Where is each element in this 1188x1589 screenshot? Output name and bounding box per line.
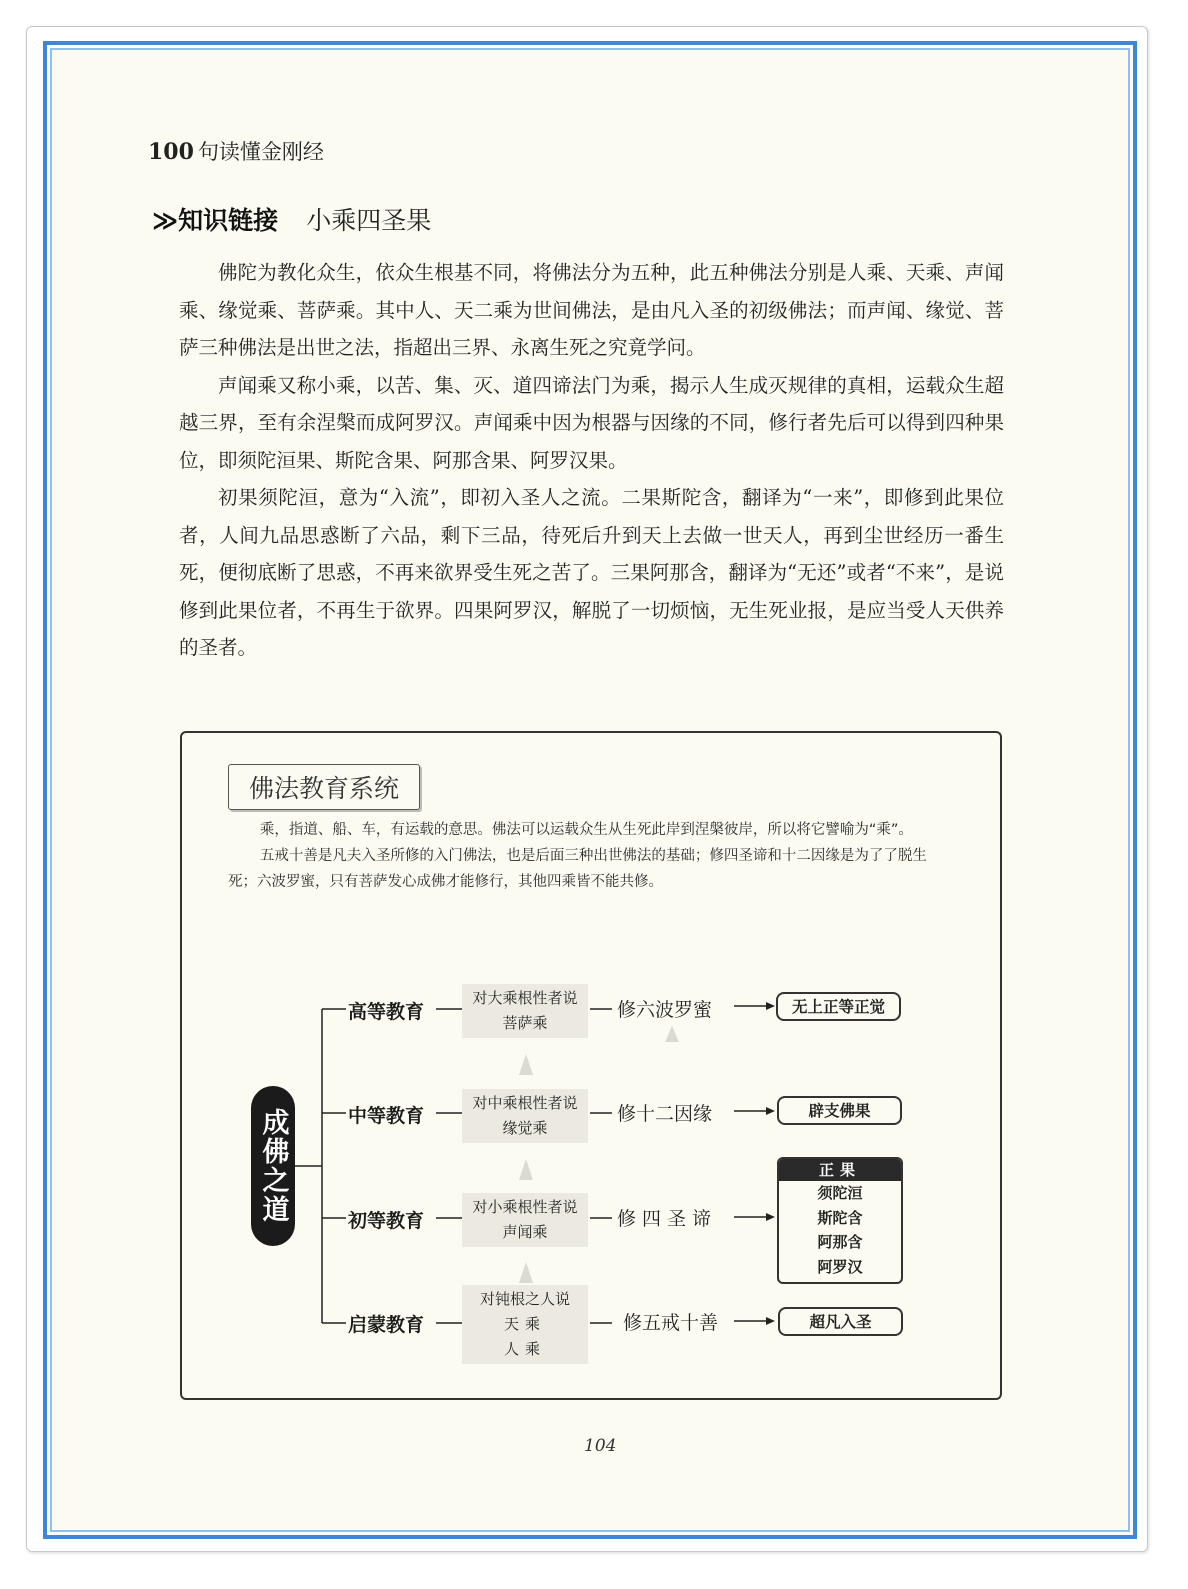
intro-paragraph: 乘，指道、船、车，有运载的意思。佛法可以运载众生从生死此岸到涅槃彼岸，所以将它譬喻为“乘”。 <box>259 822 913 838</box>
fruit-header: 正果 <box>779 1159 901 1181</box>
audience-box <box>462 1193 588 1247</box>
vehicle-text: 缘觉乘 <box>502 1119 548 1137</box>
fruit-box <box>777 1157 903 1284</box>
audience-text: 对中乘根性者说 <box>472 1094 578 1112</box>
paragraph: 声闻乘又称小乘，以苦、集、灭、道四谛法门为乘，揭示人生成灭规律的真相，运载众生超越三界，至有余涅槃而成阿罗汉。声闻乘中因为根器与因缘的不同，修行者先后可以得到四种果位，即须陀洹果、斯陀含果、阿那含果、阿罗汉果。 <box>179 373 1004 472</box>
fruit-item: 须陀洹 <box>817 1184 863 1202</box>
level-label: 初等教育 <box>346 1206 426 1233</box>
fruit-item: 阿那含 <box>817 1233 863 1251</box>
diagram-title: 佛法教育系统 <box>228 764 420 810</box>
practice-label: 修六波罗蜜 <box>614 995 715 1022</box>
audience-box <box>462 1089 588 1143</box>
vehicle-text: 声闻乘 <box>502 1223 548 1241</box>
intro-paragraph: 五戒十善是凡夫入圣所修的入门佛法，也是后面三种出世佛法的基础；修四圣谛和十二因缘是为了了脱生死；六波罗蜜，只有菩萨发心成佛才能修行，其他四乘皆不能共修。 <box>228 848 927 890</box>
audience-text: 对钝根之人说 <box>479 1290 570 1308</box>
practice-label: 修十二因缘 <box>614 1099 715 1126</box>
level-label: 高等教育 <box>346 997 426 1024</box>
result-box: 无上正等正觉 <box>776 992 901 1021</box>
result-box: 辟支佛果 <box>777 1096 902 1125</box>
fruit-item: 阿罗汉 <box>817 1257 863 1276</box>
header-number: 100 <box>148 139 194 165</box>
audience-text: 对大乘根性者说 <box>472 989 578 1007</box>
fruit-item: 斯陀含 <box>817 1208 863 1227</box>
section-title: 小乘四圣果 <box>306 206 432 235</box>
vehicle-text: 菩萨乘 <box>502 1014 548 1032</box>
fruit-list <box>779 1181 901 1279</box>
tree-root-badge: 成佛之道 <box>251 1086 295 1246</box>
paragraph: 佛陀为教化众生，依众生根基不同，将佛法分为五种，此五种佛法分别是人乘、天乘、声闻乘、缘觉乘、菩萨乘。其中人、天二乘为世间佛法，是由凡入圣的初级佛法；而声闻、缘觉、菩萨三种佛法是出世之法，指超出三界、永离生死之究竟学问。 <box>179 261 1004 359</box>
practice-label: 修四圣谛 <box>614 1204 720 1231</box>
page-number: 104 <box>584 1436 617 1456</box>
level-label: 启蒙教育 <box>346 1310 426 1337</box>
knowledge-link-label: ≫知识链接 <box>152 206 279 235</box>
level-label: 中等教育 <box>346 1101 426 1128</box>
audience-box <box>462 984 588 1038</box>
audience-text: 对小乘根性者说 <box>472 1198 578 1216</box>
result-box: 超凡入圣 <box>778 1307 903 1336</box>
header-book-title: 句读懂金刚经 <box>197 140 324 164</box>
audience-box <box>462 1285 588 1364</box>
vehicle-text: 人乘 <box>503 1340 546 1358</box>
vehicle-text: 天乘 <box>503 1315 546 1333</box>
paragraph: 初果须陀洹，意为“入流”，即初入圣人之流。二果斯陀含，翻译为“一来”，即修到此果位者，人间九品思惑断了六品，剩下三品，待死后升到天上去做一世天人，再到尘世经历一番生死，便彻底断了思惑，不再来欲界受生死之苦了。三果阿那含，翻译为“无还”或者“不来”，是说修到此果位者，不再生于欲界。四果阿罗汉，解脱了一切烦恼，无生死业报，是应当受人天供养的圣者。 <box>179 486 1004 659</box>
practice-label: 修五戒十善 <box>620 1308 721 1335</box>
